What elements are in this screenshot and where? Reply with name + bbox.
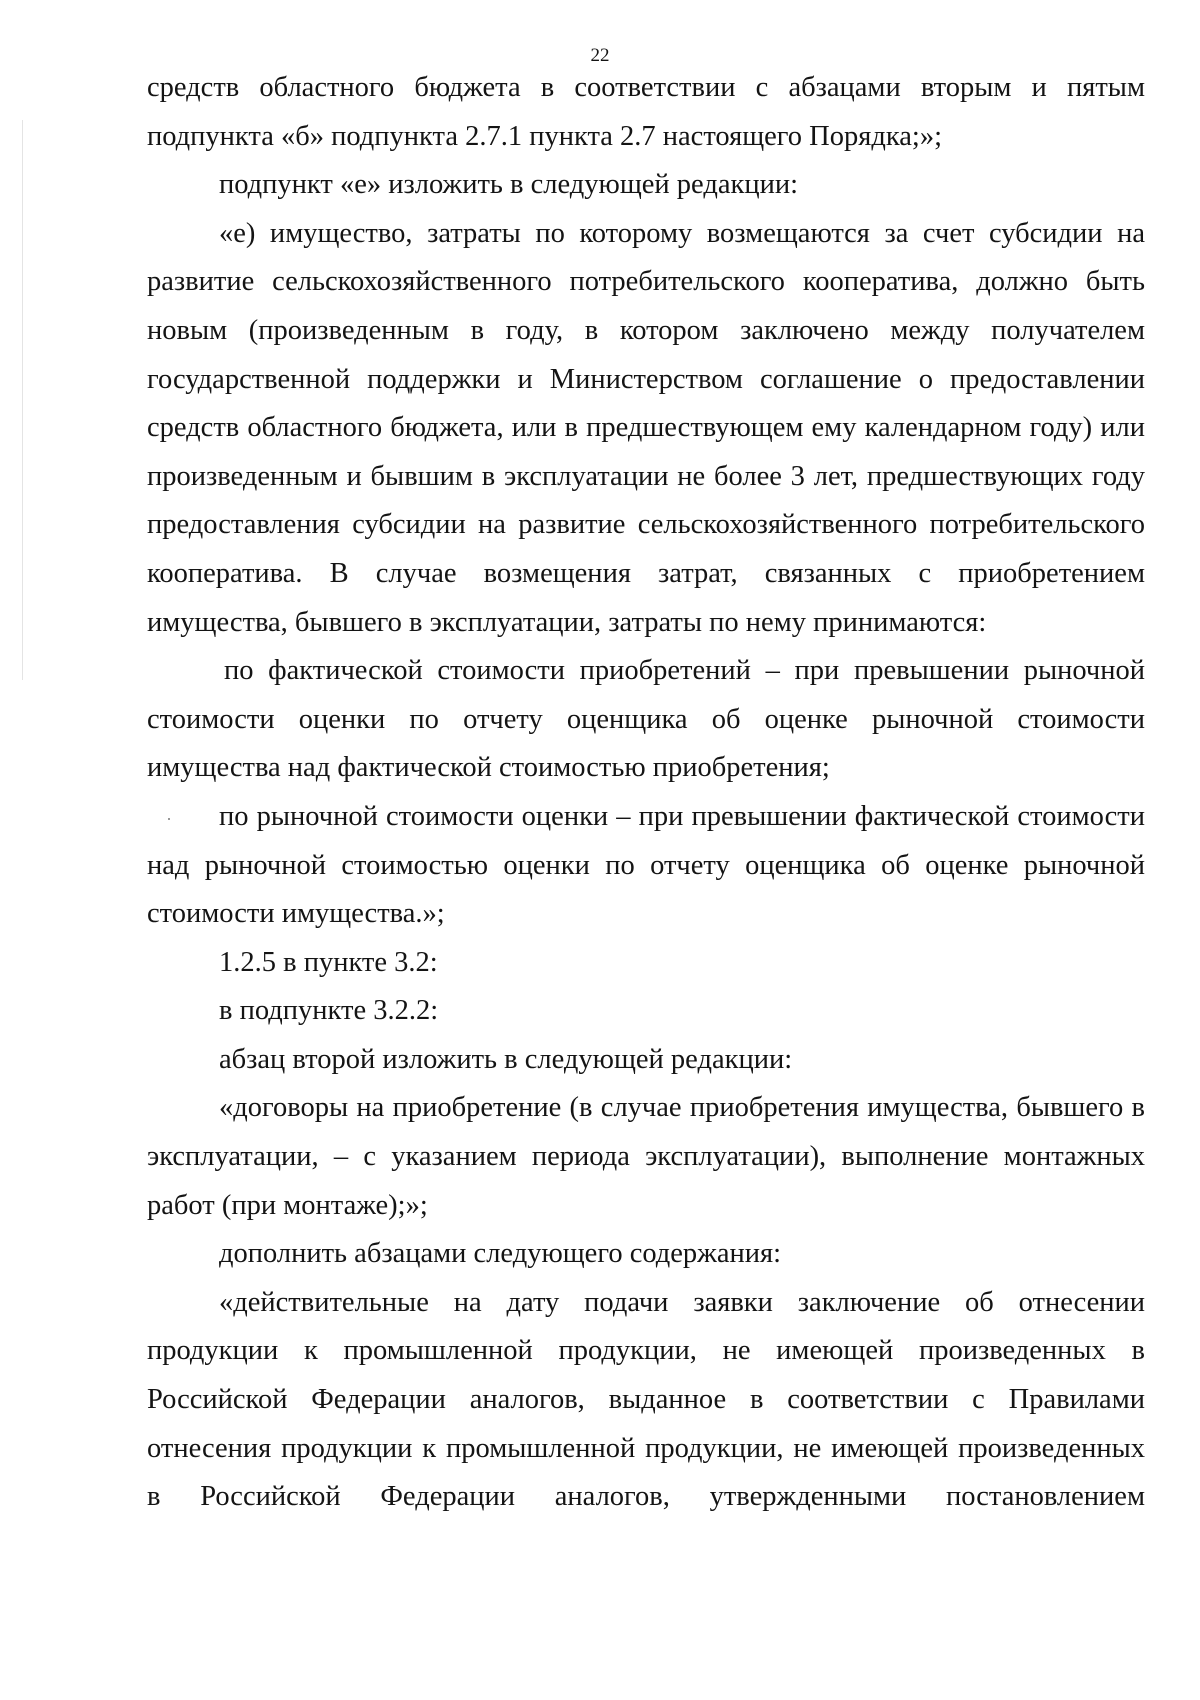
paragraph-subitem-e-text: «е) имущество, затраты по которому возмещаются за счет субсидии на развитие сельскохозяйственного потребительского кооператива, должно быть новым (произведенным в году, в котором заключено между получателем государственной поддержки и Министерством соглашение о предоставлении средств областного бюджета, или в предшествующем ему календарном году) или произведенным и бывшим в эксплуатации не более 3 лет, предшествующих году предоставления субсидии на развитие сельскохозяйственного потребительского кооператива. В случае возмещения затрат, связанных с приобретением имущества, бывшего в эксплуатации, затраты по нему принимаются: (147, 217, 1145, 638)
paragraph-contracts: «договоры на приобретение (в случае приобретения имущества, бывшего в эксплуатации, – с указанием периода эксплуатации), выполнение монтажных работ (при монтаже);»; (147, 1092, 1145, 1221)
paragraph-market-cost: по рыночной стоимости оценки – при превышении фактической стоимости над рыночной стоимостью оценки по отчету оценщика об оценке рыночной стоимости имущества.»; (147, 800, 1145, 930)
paragraph-subitem-e-intro: подпункт «е» изложить в следующей редакции: (219, 169, 798, 201)
paragraph-conclusion: «действительные на дату подачи заявки заключение об отнесении продукции к промышленной продукции, не имеющей произведенных в Российской Федерации аналогов, выданное в соответствии с Правилами отнесения продукции к промышленной продукции, не имеющей произведенных в Российской Федерации аналогов, утвержденными постановлением (147, 1286, 1145, 1513)
paragraph-actual-cost: по фактической стоимости приобретений – при превышении рыночной стоимости оценки по отчету оценщика об оценке рыночной стоимости имущества над фактической стоимостью приобретения; (147, 655, 1145, 784)
page-number: 22 (590, 45, 610, 66)
paragraph-item-1-2-5: 1.2.5 в пункте 3.2: (219, 946, 438, 978)
paragraph-subitem-3-2-2: в подпункте 3.2.2: (219, 995, 439, 1027)
scan-margin-line (22, 120, 23, 680)
document-body (147, 64, 1145, 1522)
paragraph-second-abzac: абзац второй изложить в следующей редакции: (219, 1043, 793, 1075)
paragraph-supplement: дополнить абзацами следующего содержания: (219, 1238, 782, 1270)
paragraph-continuation: средств областного бюджета в соответствии с абзацами вторым и пятым подпункта «б» подпункта 2.7.1 пункта 2.7 настоящего Порядка;»; (147, 72, 1145, 152)
